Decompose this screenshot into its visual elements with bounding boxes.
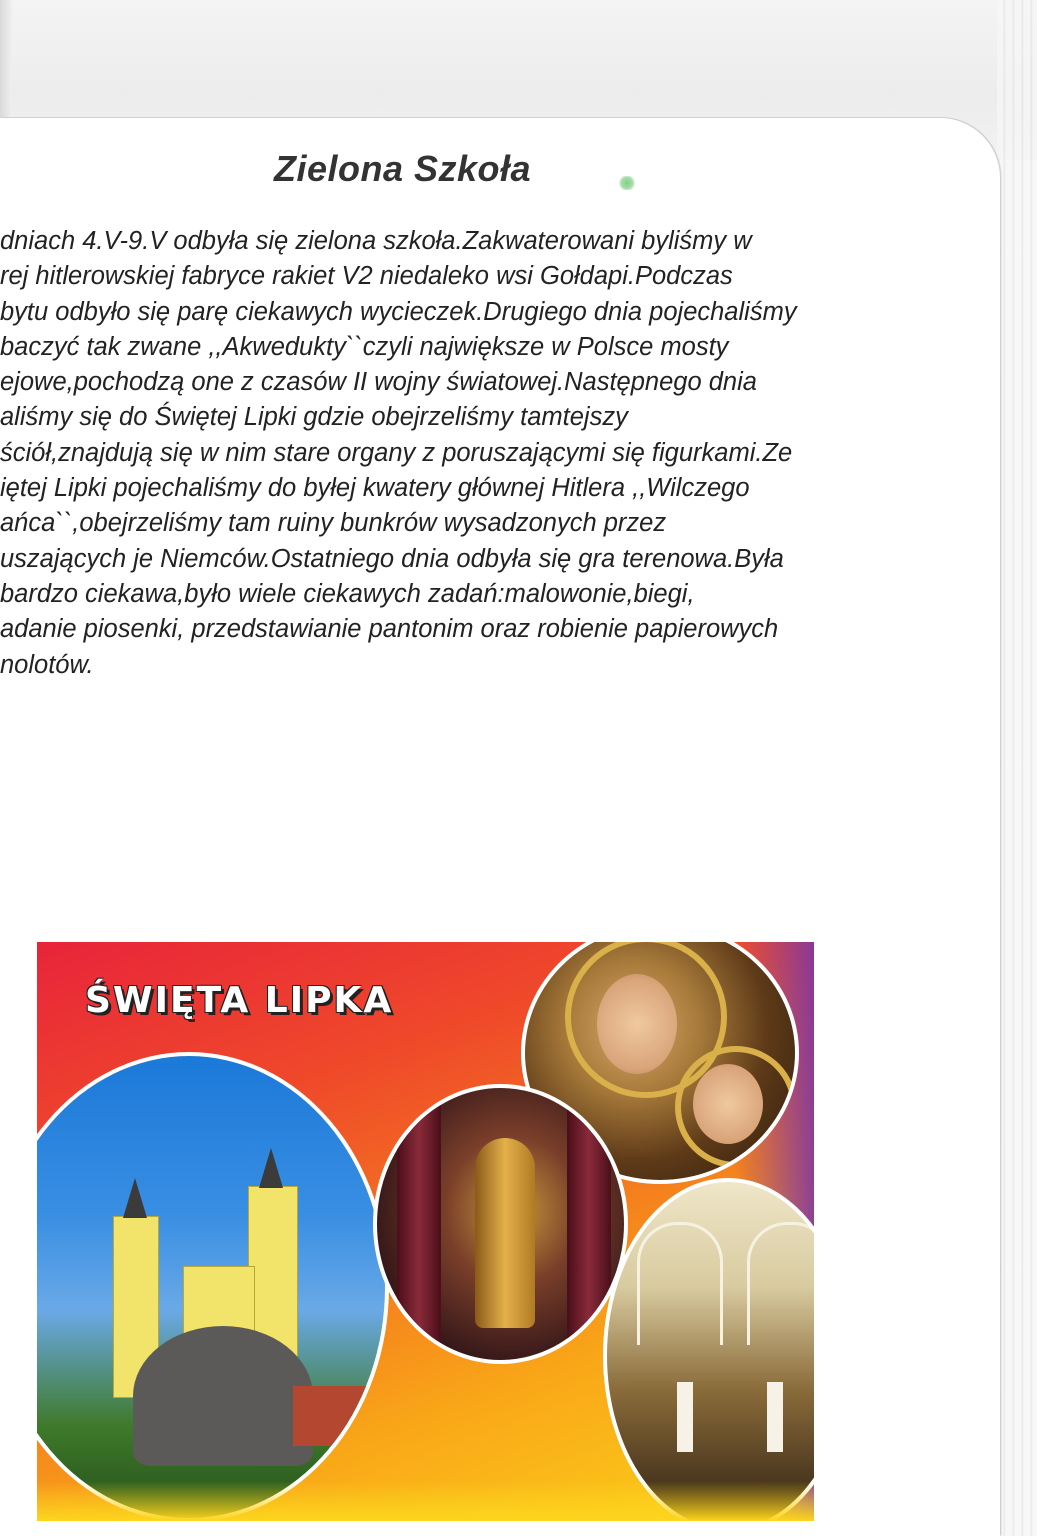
marble-pillar <box>397 1088 441 1364</box>
postcard-title: ŚWIĘTA LIPKA <box>85 980 394 1021</box>
scan-page-edges <box>997 0 1037 1536</box>
interior-arch <box>747 1222 814 1345</box>
body-line: nolotów. <box>0 650 94 679</box>
postcard-bottom-glow <box>37 1481 814 1521</box>
green-ink-mark <box>618 176 636 190</box>
interior-arch <box>637 1222 723 1345</box>
gold-statue <box>475 1138 535 1328</box>
postcard-image <box>37 942 814 1521</box>
body-line: ściół,znajdują się w nim stare organy z poruszającymi się figurkami.Ze <box>0 438 793 467</box>
page-title: Zielona Szkoła <box>274 148 532 189</box>
body-line: ejowe,pochodzą one z czasów II wojny światowej.Następnego dnia <box>0 368 757 397</box>
body-line: uszających je Niemców.Ostatniego dnia odbyła się gra terenowa.Była <box>0 544 784 573</box>
tower-spire <box>123 1178 147 1218</box>
tower-spire <box>259 1148 283 1188</box>
body-line: bytu odbyło się parę ciekawych wycieczek.Drugiego dnia pojechaliśmy <box>0 297 797 326</box>
child-face <box>693 1064 763 1144</box>
body-paragraph <box>0 224 1000 683</box>
madonna-face <box>597 974 677 1074</box>
body-line: baczyć tak zwane ,,Akwedukty``czyli największe w Polsce mosty <box>0 332 729 361</box>
hanging-banner <box>767 1382 783 1452</box>
body-line: adanie piosenki, przedstawianie pantonim oraz robienie papierowych <box>0 615 779 644</box>
saint-statue-photo <box>373 1084 628 1364</box>
red-roof <box>293 1386 373 1446</box>
body-line: bardzo ciekawa,było wiele ciekawych zadań:malowonie,biegi, <box>0 579 695 608</box>
basilica-interior-photo <box>603 1178 814 1521</box>
basilica-exterior-photo <box>37 1052 389 1521</box>
body-line: rej hitlerowskiej fabryce rakiet V2 niedaleko wsi Gołdapi.Podczas <box>0 262 733 291</box>
chapel-dome <box>133 1326 313 1466</box>
body-line: ańca``,obejrzeliśmy tam ruiny bunkrów wysadzonych przez <box>0 509 667 538</box>
body-line: iętej Lipki pojechaliśmy do byłej kwatery głównej Hitlera ,,Wilczego <box>0 474 750 503</box>
hanging-banner <box>677 1382 693 1452</box>
body-line: dniach 4.V-9.V odbyła się zielona szkoła.Zakwaterowani byliśmy w <box>0 227 752 255</box>
body-line: aliśmy się do Świętej Lipki gdzie obejrzeliśmy tamtejszy <box>0 403 628 432</box>
